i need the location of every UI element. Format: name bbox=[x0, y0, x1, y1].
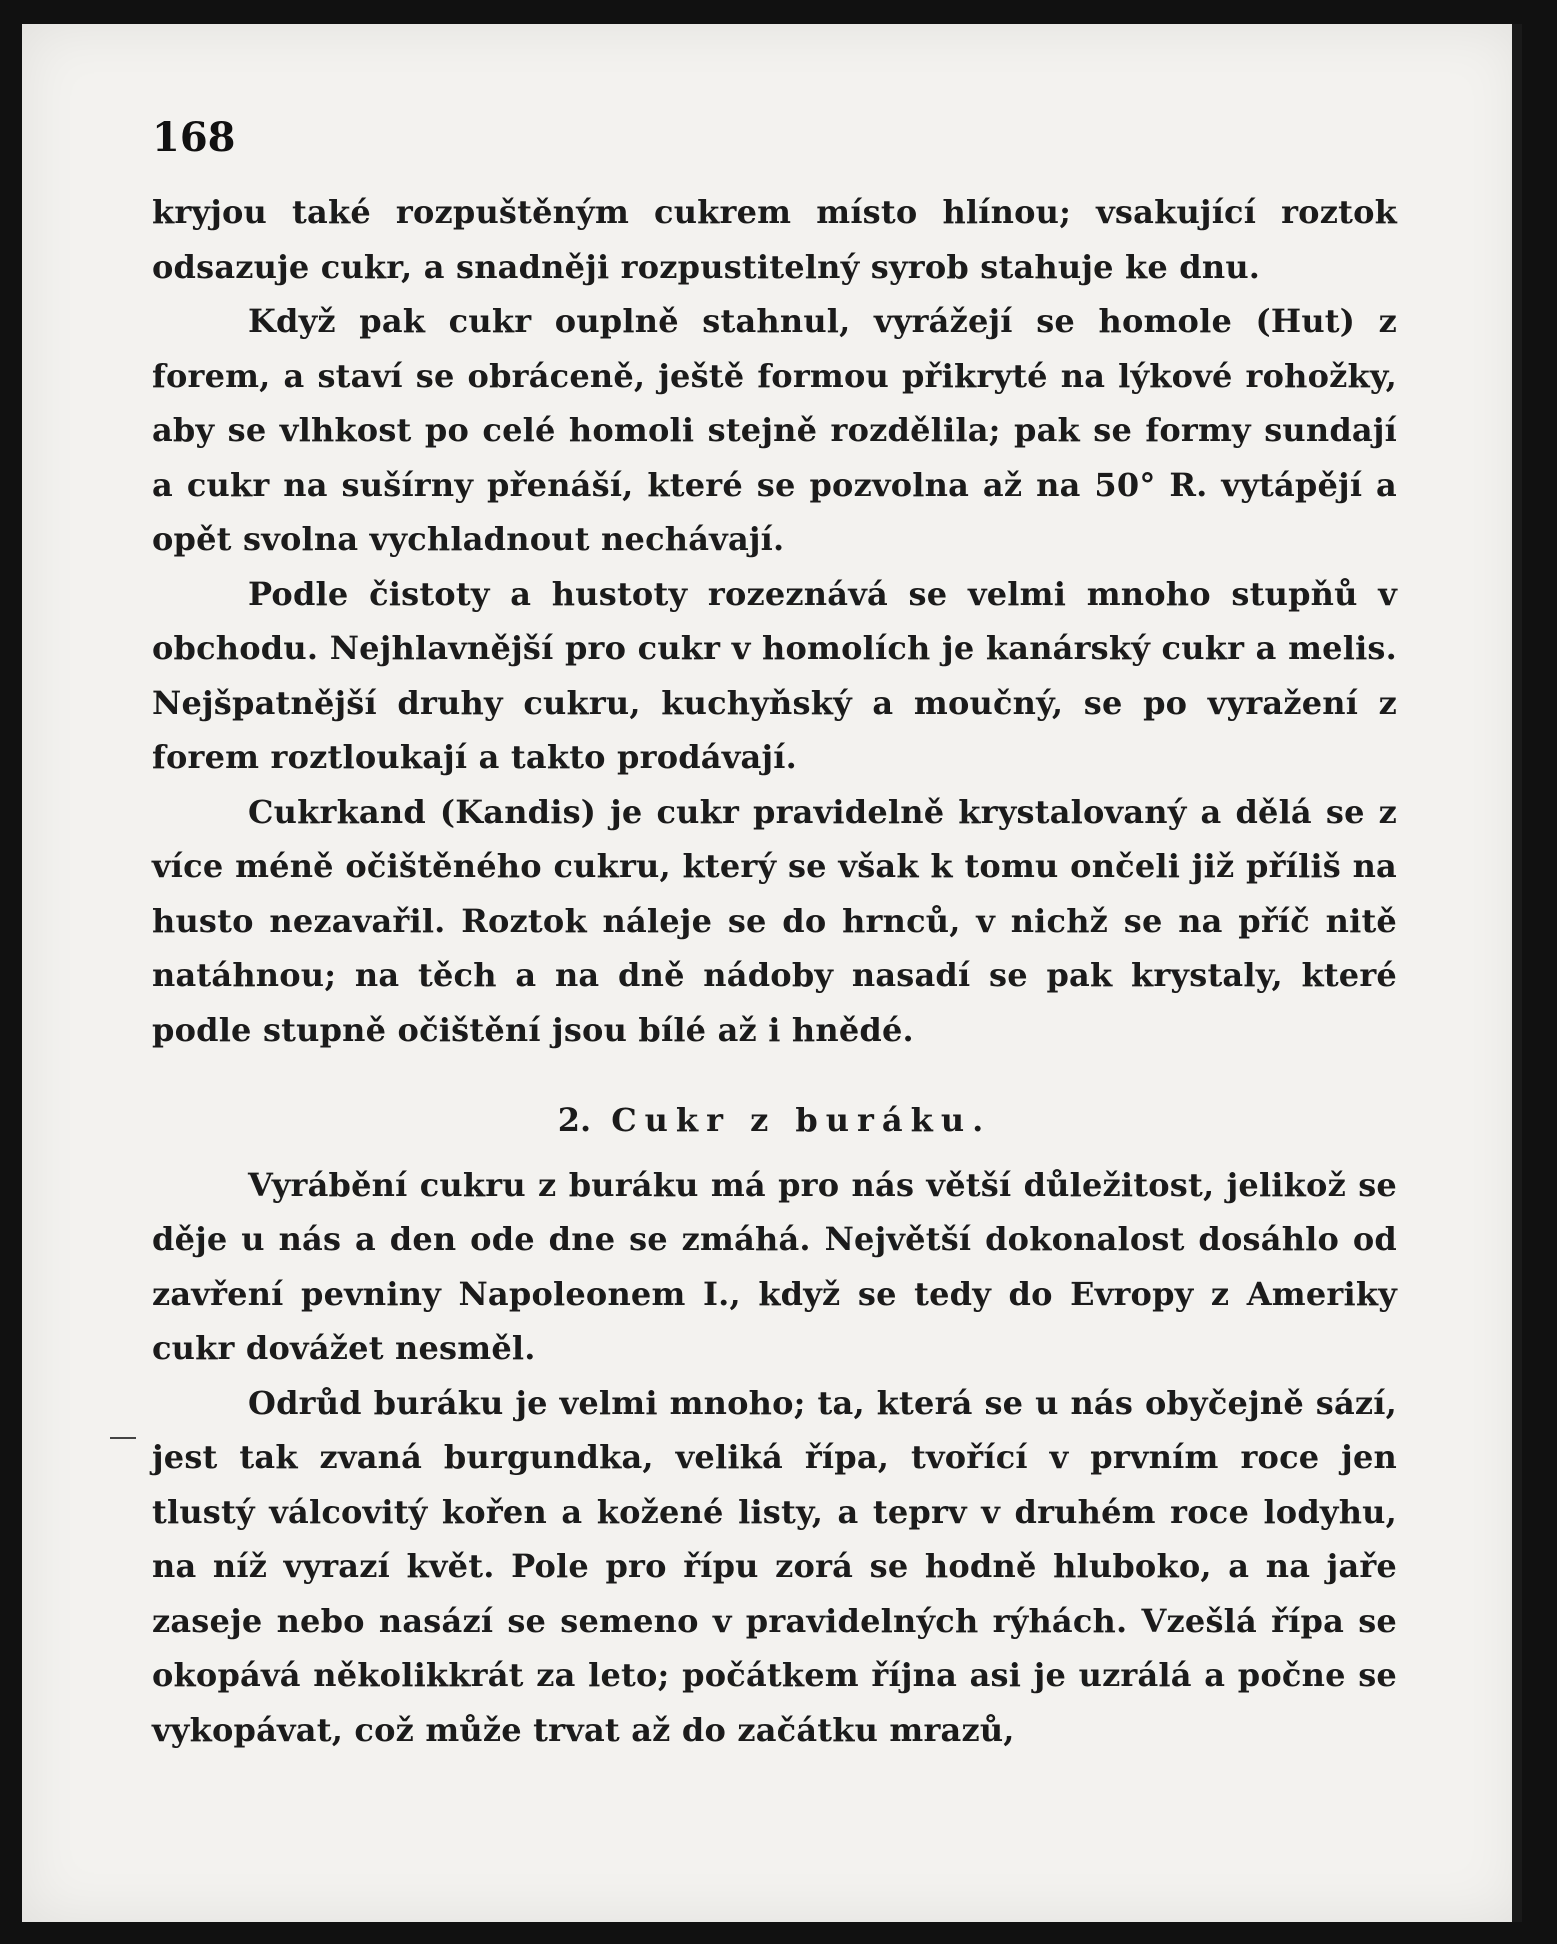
page-number: 168 bbox=[152, 114, 236, 161]
paragraph-cukrkand: Cukrkand (Kandis) je cukr pravidelně krystalovaný a dělá se z více méně očištěného cukru, který se však k tomu ončeli již příliš na husto nezavařil. Roztok náleje se do hrnců, v nichž se na příč nitě natáhnou; na těch a na dně nádoby nasadí se pak krystaly, které podle stupně očištění jsou bílé až i hnědé. bbox=[152, 792, 1397, 1049]
paragraph-homole: Když pak cukr ouplně stahnul, vyrážejí se homole (Hut) z forem, a staví se obráceně, ještě formou přikryté na lýkové rohožky, aby se vlhkost po celé homoli stejně rozdělila; pak se formy sundají a cukr na sušírny přenáší, které se pozvolna až na 50° R. vytápějí a opět svolna vychladnout nechávají. bbox=[152, 302, 1397, 558]
section-number: 2. bbox=[557, 1101, 592, 1139]
margin-mark bbox=[110, 1437, 136, 1439]
page-body bbox=[152, 114, 1397, 1757]
paragraph-cistota: Podle čistoty a hustoty rozeznává se velmi mnoho stupňů v obchodu. Nejhlavnější pro cukr v homolích je kanárský cukr a melis. Nejšpatnější druhy cukru, kuchyňský a moučný, se po vyražení z forem roztloukají a takto prodávají. bbox=[152, 574, 1397, 776]
page-edge-shadow bbox=[1512, 24, 1522, 1922]
paragraph-vyrabeni: Vyrábění cukru z buráku má pro nás větší důležitost, jelikož se děje u nás a den ode dne se zmáhá. Největší dokonalost dosáhlo od zavření pevniny Napoleonem I., když se tedy do Evropy z Ameriky cukr dovážet nesměl. bbox=[152, 1165, 1397, 1367]
section-heading bbox=[152, 1093, 1397, 1148]
paragraph-continuation: kryjou také rozpuštěným cukrem místo hlínou; vsakující roztok odsazuje cukr, a snadněji rozpustitelný syrob stahuje ke dnu. bbox=[152, 193, 1397, 286]
paragraph-odrudy: Odrůd buráku je velmi mnoho; ta, která se u nás obyčejně sází, jest tak zvaná burgundka, veliká řípa, tvořící v prvním roce jen tlustý válcovitý kořen a kožené listy, a teprv v druhém roce lodyhu, na níž vyrazí květ. Pole pro řípu zorá se hodně hluboko, a na jaře zaseje nebo nasází se semeno v pravidelných rýhách. Vzešlá řípa se okopává několikkrát za leto; počátkem října asi je uzrálá a počne se vykopávat, což může trvat až do začátku mrazů, bbox=[152, 1383, 1397, 1749]
scanned-page bbox=[22, 24, 1522, 1922]
section-title: Cukr z buráku. bbox=[611, 1101, 992, 1139]
